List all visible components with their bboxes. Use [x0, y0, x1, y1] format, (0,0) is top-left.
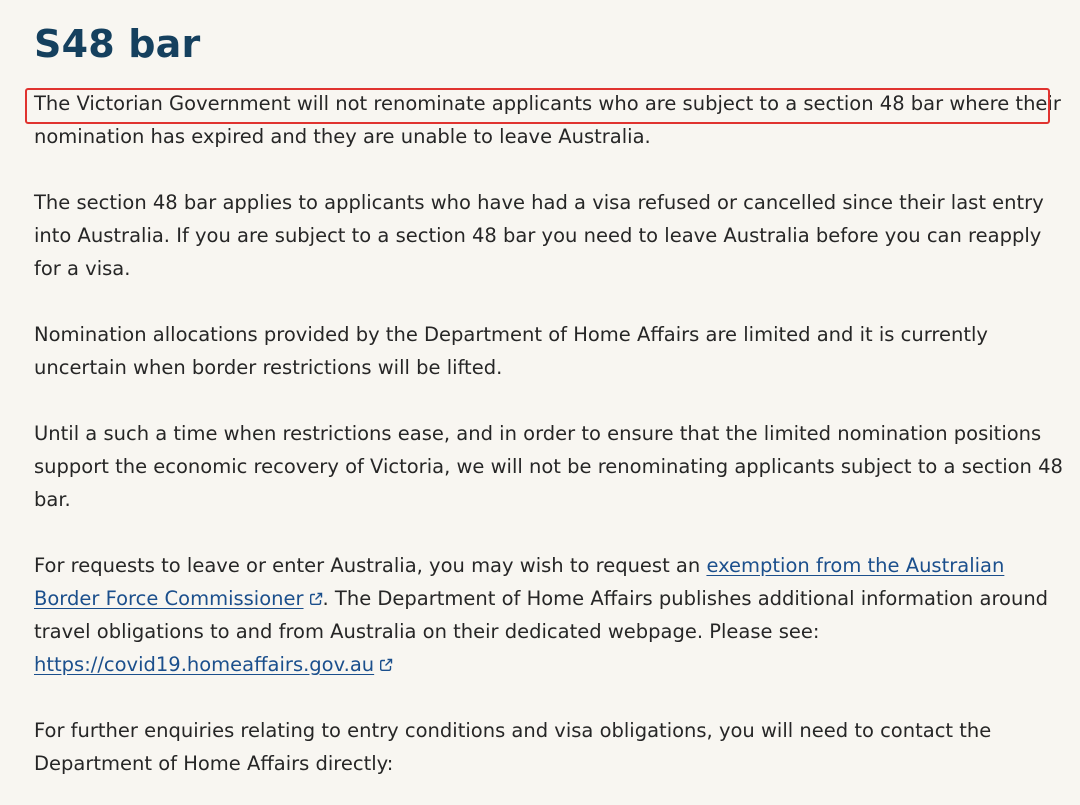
paragraph-5-middle: . The Department of Home Affairs publishes additional information around travel obligations to and from Australia on their dedicated webpage. Please see: — [34, 587, 1049, 643]
exemption-link-text: exemption from the Australian Border Force Commissioner — [34, 554, 1005, 610]
paragraph-4: Until a such a time when restrictions ease, and in order to ensure that the limited nomination positions support the economic recovery of Victoria, we will not be renominating applicants subject to a section 48 bar. — [34, 422, 1063, 511]
homeaffairs-link[interactable] — [34, 653, 393, 676]
paragraph-1 — [34, 87, 1064, 153]
paragraph-5 — [34, 549, 1064, 681]
external-link-icon — [379, 658, 393, 672]
paragraph-3: Nomination allocations provided by the Department of Home Affairs are limited and it is currently uncertain when border restrictions will be lifted. — [34, 323, 988, 379]
content — [34, 87, 1064, 780]
highlighted-sentence — [34, 92, 943, 115]
paragraph-1-rest: where their nomination has expired and they are unable to leave Australia. — [34, 92, 1061, 148]
section-title: S48 bar — [34, 22, 201, 66]
homeaffairs-link-text: https://covid19.homeaffairs.gov.au — [34, 653, 375, 676]
highlighted-text: The Victorian Government will not renominate applicants who are subject to a section 48 bar — [34, 92, 944, 115]
external-link-icon — [309, 592, 323, 606]
paragraph-5-before: For requests to leave or enter Australia, you may wish to request an — [34, 554, 707, 577]
paragraph-6: For further enquiries relating to entry conditions and visa obligations, you will need to contact the Department of Home Affairs directly: — [34, 719, 992, 775]
paragraph-2: The section 48 bar applies to applicants who have had a visa refused or cancelled since their last entry into Australia. If you are subject to a section 48 bar you need to leave Australia before you can reapply for a visa. — [34, 191, 1044, 280]
